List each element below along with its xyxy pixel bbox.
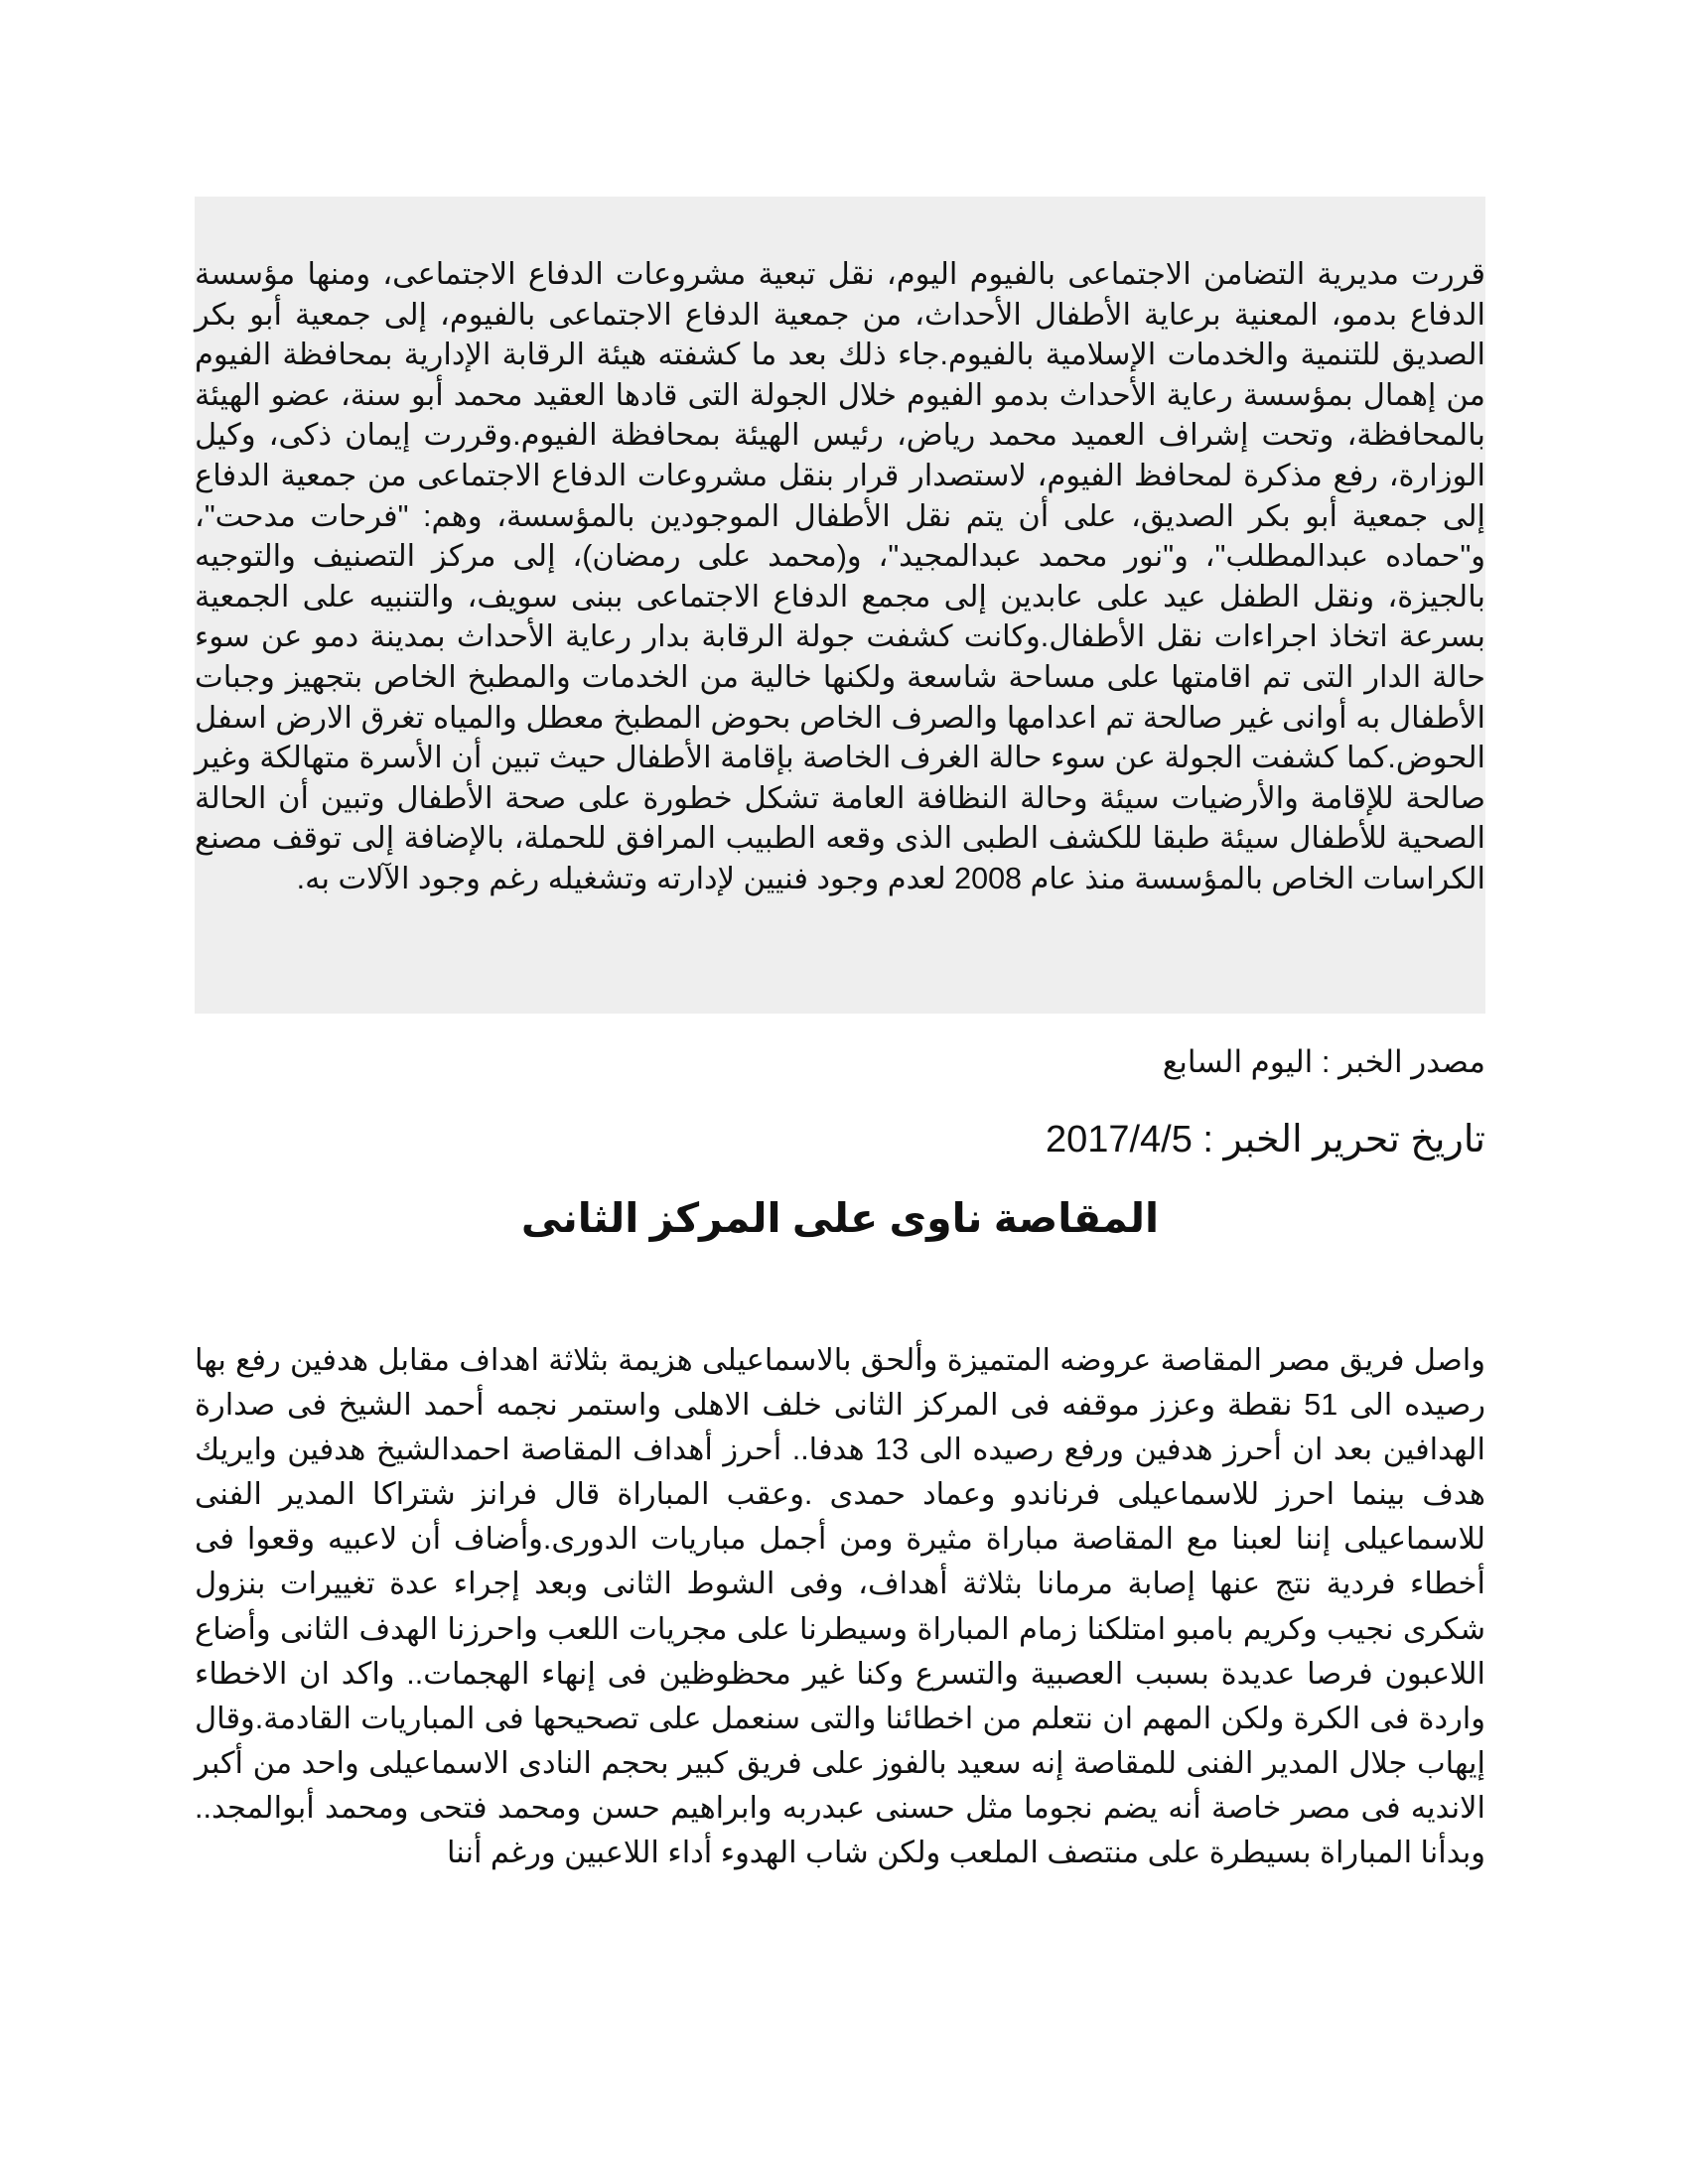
article-headline: المقاصة ناوى على المركز الثانى <box>520 1195 1160 1241</box>
news-date-line: تاريخ تحرير الخبر : 2017/4/5 <box>1045 1119 1485 1160</box>
news-source-line: مصدر الخبر : اليوم السابع <box>1162 1044 1485 1079</box>
article-body-paragraph: قررت مديرية التضامن الاجتماعى بالفيوم اليوم، نقل تبعية مشروعات الدفاع الاجتماعى، ومنها مؤسسة الدفاع بدمو، المعنية برعاية الأطفال الأحداث، من جمعية الدفاع الاجتماعى بالفيوم، إلى جمعية أبو بكر الصديق للتنمية والخدمات الإسلامية بالفيوم.جاء ذلك بعد ما كشفته هيئة الرقابة الإدارية بمحافظة الفيوم من إهمال بمؤسسة رعاية الأحداث بدمو الفيوم خلال الجولة التى قادها العقيد محمد أبو سنة، عضو الهيئة بالمحافظة، وتحت إشراف العميد محمد رياض، رئيس الهيئة بمحافظة الفيوم.وقررت إيمان ذكى، وكيل الوزارة، رفع مذكرة لمحافظ الفيوم، لاستصدار قرار بنقل مشروعات الدفاع الاجتماعى من جمعية الدفاع إلى جمعية أبو بكر الصديق، على أن يتم نقل الأطفال الموجودين بالمؤسسة، وهم: "فرحات مدحت"، و"حماده عبدالمطلب"، و"نور محمد عبدالمجيد"، و(محمد على رمضان)، إلى مركز التصنيف والتوجيه بالجيزة، ونقل الطفل عيد على عابدين إلى مجمع الدفاع الاجتماعى ببنى سويف، والتنبيه على الجمعية بسرعة اتخاذ اجراءات نقل الأطفال.وكانت كشفت جولة الرقابة بدار رعاية الأحداث بمدينة دمو عن سوء حالة الدار التى تم اقامتها على مساحة شاسعة ولكنها خالية من الخدمات والمطبخ الخاص بتجهيز وجبات الأطفال به أوانى غير صالحة تم اعدامها والصرف الخاص بحوض المطبخ معطل والمياه تغرق الارض اسفل الحوض.كما كشفت الجولة عن سوء حالة الغرف الخاصة بإقامة الأطفال حيث تبين أن الأسرة متهالكة وغير صالحة للإقامة والأرضيات سيئة وحالة النظافة العامة تشكل خطورة على صحة الأطفال وتبين أن الحالة الصحية للأطفال سيئة طبقا للكشف الطبى الذى وقعه الطبيب المرافق للحملة، بالإضافة إلى توقف مصنع الكراسات الخاص بالمؤسسة منذ عام 2008 لعدم وجود فنيين لإدارته وتشغيله رغم وجود الآلات به. <box>195 257 1485 895</box>
second-article-body-paragraph: واصل فريق مصر المقاصة عروضه المتميزة وألحق بالاسماعيلى هزيمة بثلاثة اهداف مقابل هدفين رفع بها رصيده الى 51 نقطة وعزز موقفه فى المركز الثانى خلف الاهلى واستمر نجمه أحمد الشيخ فى صدارة الهدافين بعد ان أحرز هدفين ورفع رصيده الى 13 هدفا.. أحرز أهداف المقاصة احمدالشيخ هدفين وايريك هدف بينما احرز للاسماعيلى فرناندو وعماد حمدى .وعقب المباراة قال فرانز شتراكا المدير الفنى للاسماعيلى إننا لعبنا مع المقاصة مباراة مثيرة ومن أجمل مباريات الدورى.وأضاف أن لاعبيه وقعوا فى أخطاء فردية نتج عنها إصابة مرمانا بثلاثة أهداف، وفى الشوط الثانى وبعد إجراء عدة تغييرات بنزول شكرى نجيب وكريم بامبو امتلكنا زمام المباراة وسيطرنا على مجريات اللعب واحرزنا الهدف الثانى وأضاع اللاعبون فرصا عديدة بسبب العصبية والتسرع وكنا غير محظوظين فى إنهاء الهجمات.. واكد ان الاخطاء واردة فى الكرة ولكن المهم ان نتعلم من اخطائنا والتى سنعمل على تصحيحها فى المباريات القادمة.وقال إيهاب جلال المدير الفنى للمقاصة إنه سعيد بالفوز على فريق كبير بحجم النادى الاسماعيلى واحد من أكبر الانديه فى مصر خاصة أنه يضم نجوما مثل حسنى عبدربه وابراهيم حسن ومحمد فتحى ومحمد أبوالمجد.. وبدأنا المباراة بسيطرة على منتصف الملعب ولكن شاب الهدوء أداء اللاعبين ورغم أننا <box>195 1343 1485 1870</box>
